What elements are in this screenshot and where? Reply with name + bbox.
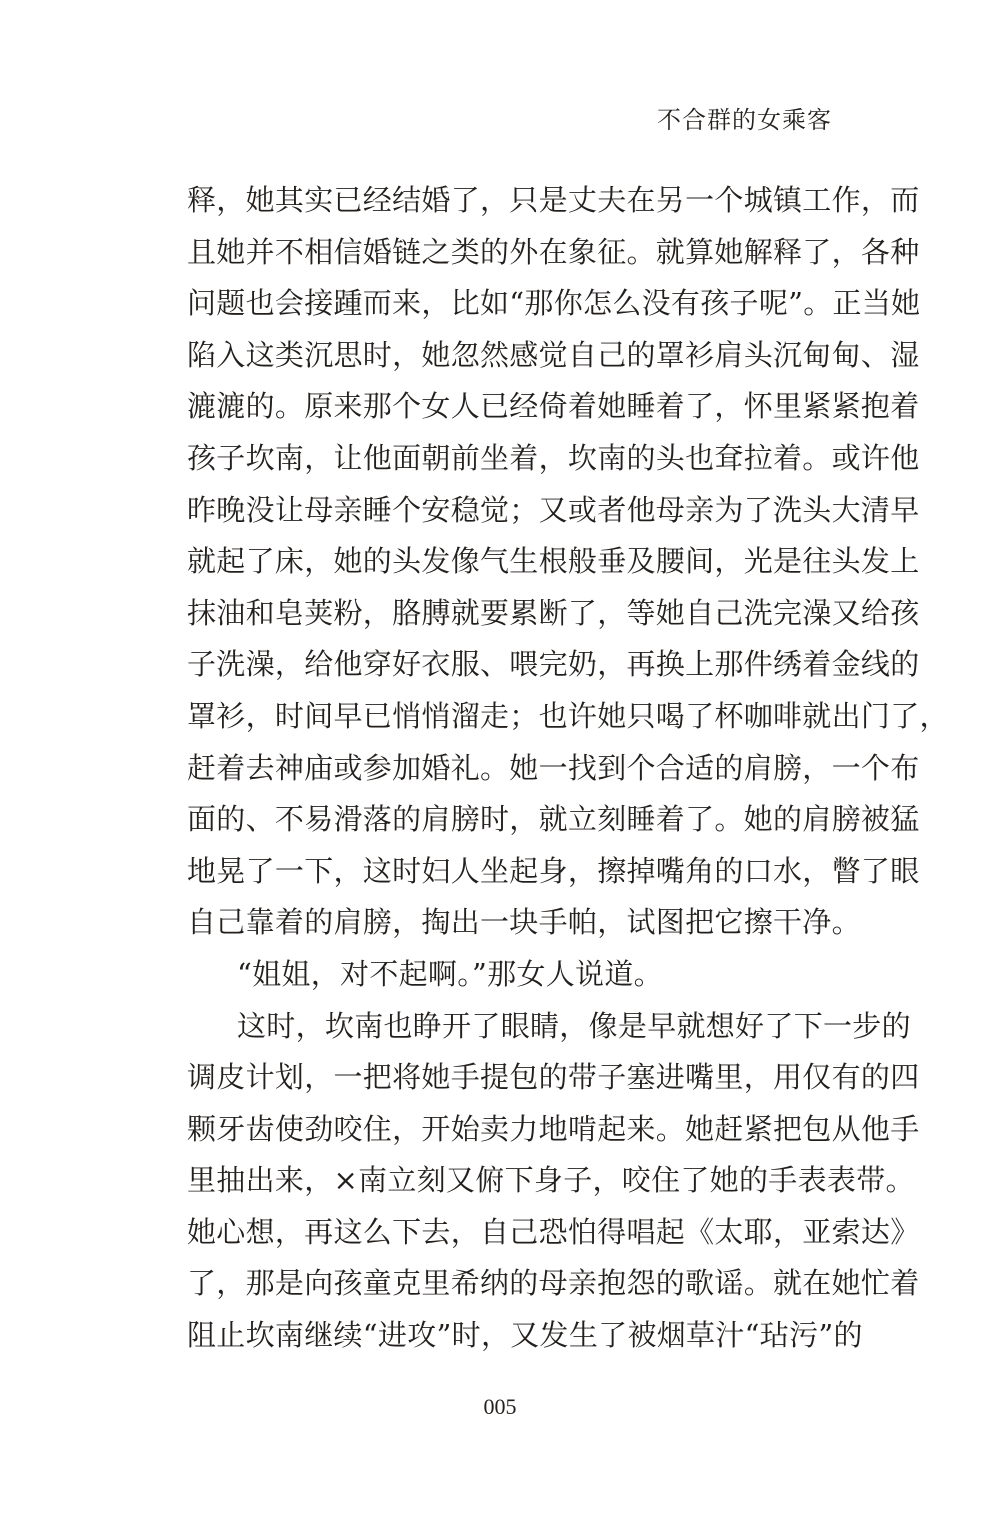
page-number: 005 — [483, 1394, 517, 1419]
text-line: 里抽出来，×南立刻又俯下身子，咬住了她的手表表带。 — [187, 1163, 915, 1198]
running-header-title: 不合群的女乘客 — [657, 106, 832, 134]
body-text — [187, 180, 949, 1367]
text-line: 昨晚没让母亲睡个安稳觉；又或者他母亲为了洗头大清早 — [187, 492, 920, 527]
text-line: 孩子坎南，让他面朝前坐着，坎南的头也耷拉着。或许他 — [187, 440, 920, 475]
text-line: 颗牙齿使劲咬住，开始卖力地啃起来。她赶紧把包从他手 — [187, 1111, 920, 1146]
text-line: 且她并不相信婚链之类的外在象征。就算她解释了，各种 — [187, 234, 920, 269]
text-line: 抹油和皂荚粉，胳膊就要累断了，等她自己洗完澡又给孩 — [187, 595, 920, 630]
text-line: 她心想，再这么下去，自己恐怕得唱起《太耶，亚索达》 — [187, 1214, 920, 1249]
text-line: 调皮计划，一把将她手提包的带子塞进嘴里，用仅有的四 — [187, 1060, 920, 1095]
paragraph-first-line: 这时，坎南也睁开了眼睛，像是早就想好了下一步的 — [237, 1008, 911, 1043]
text-line: 陷入这类沉思时，她忽然感觉自己的罩衫肩头沉甸甸、湿 — [187, 337, 920, 372]
text-line: 就起了床，她的头发像气生根般垂及腰间，光是往头发上 — [187, 544, 920, 579]
text-line: 了，那是向孩童克里希纳的母亲抱怨的歌谣。就在她忙着 — [187, 1266, 920, 1301]
text-line: 面的、不易滑落的肩膀时，就立刻睡着了。她的肩膀被猛 — [187, 802, 920, 837]
text-line: 释，她其实已经结婚了，只是丈夫在另一个城镇工作，而 — [187, 183, 920, 217]
text-line: 漉漉的。原来那个女人已经倚着她睡着了，怀里紧紧抱着 — [187, 389, 920, 424]
text-line: 子洗澡，给他穿好衣服、喂完奶，再换上那件绣着金线的 — [187, 647, 920, 682]
text-line: 地晃了一下，这时妇人坐起身，擦掉嘴角的口水，瞥了眼 — [187, 853, 920, 888]
dialogue-line: “姐姐，对不起啊。”那女人说道。 — [237, 956, 663, 991]
text-line: 阻止坎南继续“进攻”时，又发生了被烟草汁“玷污”的 — [187, 1318, 863, 1353]
text-line: 自己靠着的肩膀，掏出一块手帕，试图把它擦干净。 — [187, 905, 861, 940]
text-line: 罩衫，时间早已悄悄溜走；也许她只喝了杯咖啡就出门了， — [187, 698, 949, 733]
text-line: 问题也会接踵而来，比如“那你怎么没有孩子呢”。正当她 — [187, 286, 921, 321]
text-line: 赶着去神庙或参加婚礼。她一找到个合适的肩膀，一个布 — [187, 750, 920, 785]
